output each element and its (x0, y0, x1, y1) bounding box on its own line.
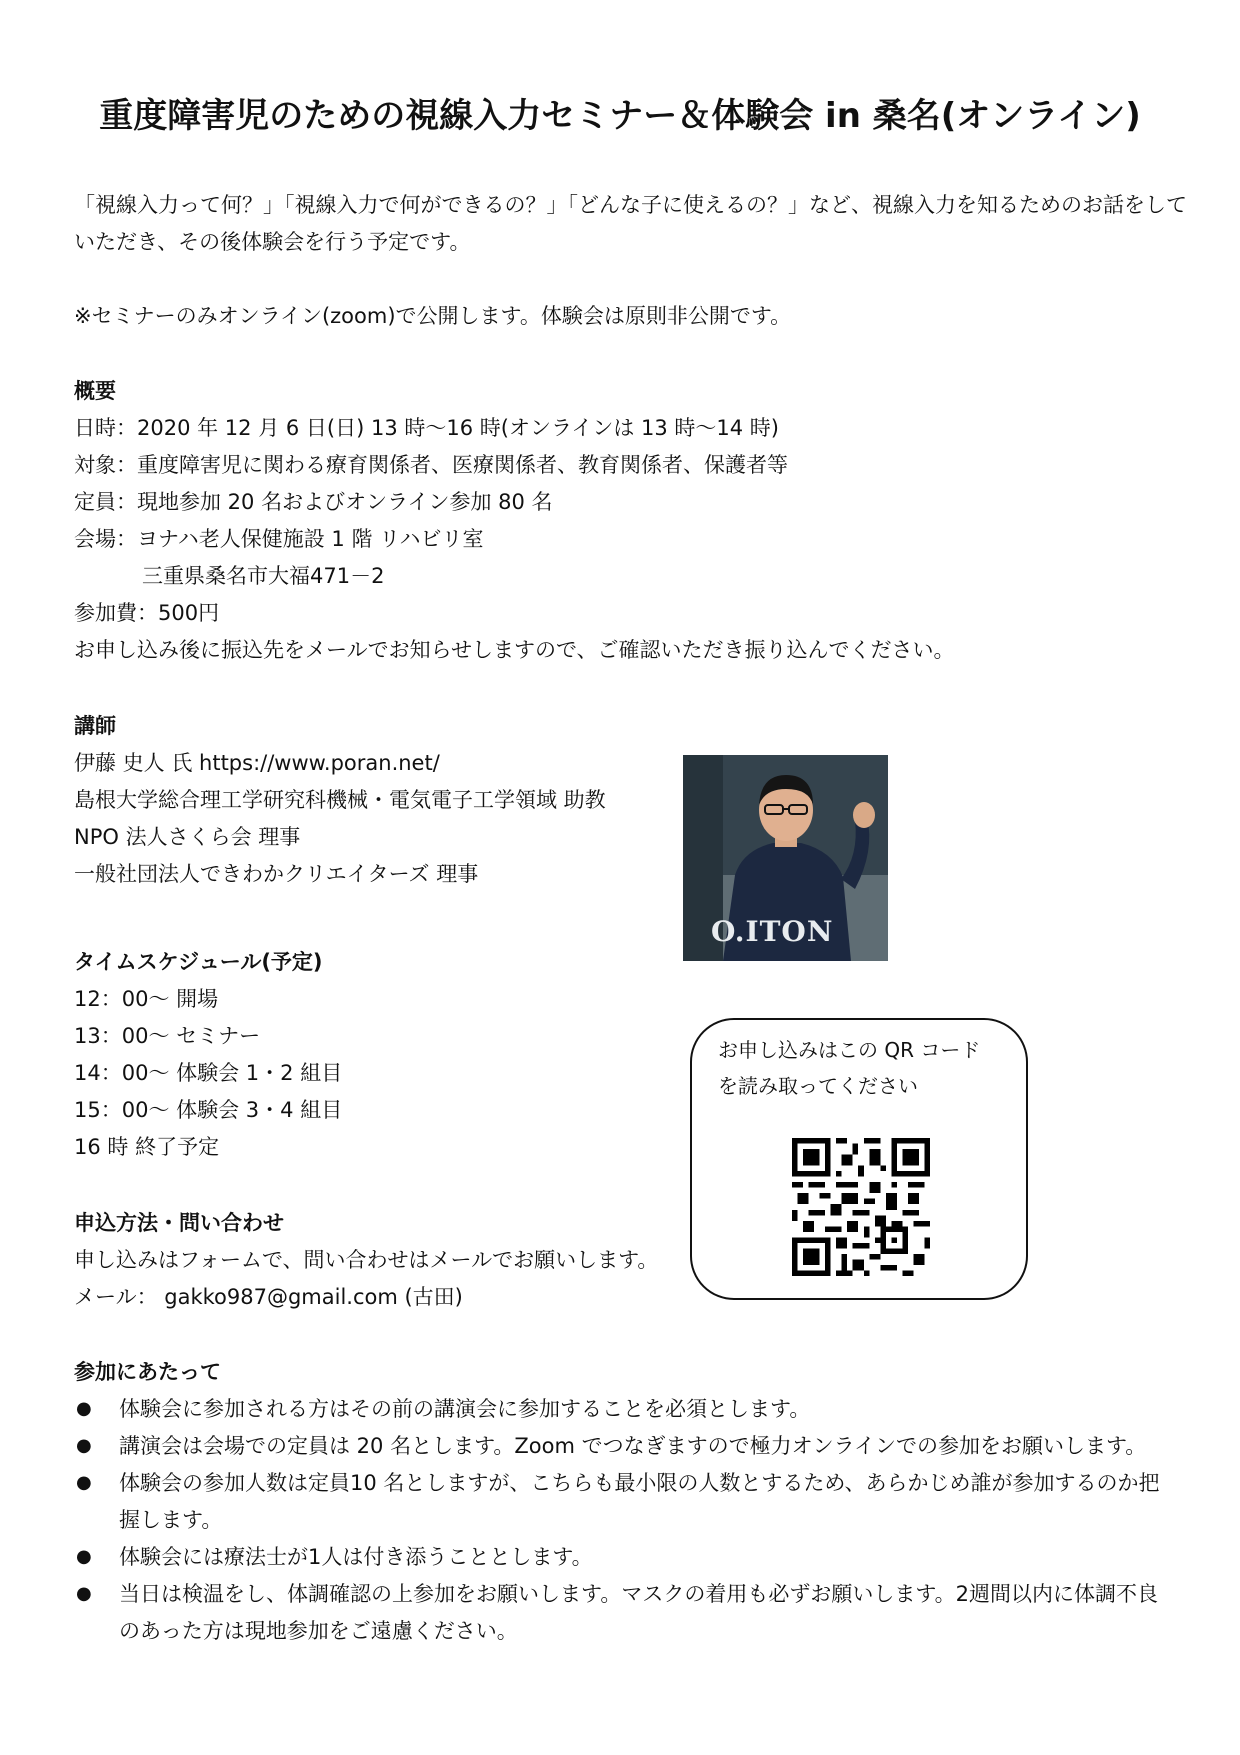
lecturer-name: 伊藤 史人 氏 https://www.poran.net/ (74, 751, 440, 775)
schedule-item: 12：00～ 開場 (74, 987, 219, 1011)
lecturer-photo (683, 755, 888, 961)
lecturer-affiliation-3: 一般社団法人できわかクリエイターズ 理事 (74, 862, 479, 886)
note-item: 体験会の参加人数は定員10 名としますが、こちらも最小限の人数とするため、あらかじめ誰が参加するのか把 (119, 1471, 1160, 1495)
page-title: 重度障害児のための視線入力セミナー＆体験会 in 桑名(オンライン) (99, 96, 1141, 136)
bullet-icon: ● (76, 1398, 92, 1419)
apply-text: 申し込みはフォームで、問い合わせはメールでお願いします。 (74, 1248, 659, 1272)
qr-instruction-line-1: お申し込みはこの QR コード (718, 1038, 981, 1062)
overview-heading: 概要 (74, 379, 116, 403)
lecturer-heading: 講師 (74, 714, 116, 738)
intro-note: ※セミナーのみオンライン(zoom)で公開します。体験会は原則非公開です。 (74, 304, 792, 328)
note-item: 当日は検温をし、体調確認の上参加をお願いします。マスクの着用も必ずお願いします。2週間以内に体調不良 (119, 1582, 1158, 1606)
bullet-icon: ● (76, 1583, 92, 1604)
schedule-item: 14：00～ 体験会 1・2 組目 (74, 1061, 343, 1085)
note-item: 体験会には療法士が1人は付き添うこととします。 (119, 1545, 593, 1569)
qr-code[interactable] (792, 1138, 930, 1276)
schedule-item: 13：00～ セミナー (74, 1024, 261, 1048)
note-item-continued: 握します。 (119, 1508, 223, 1532)
intro-line-1: 「視線入力って何？」「視線入力で何ができるの？」「どんな子に使えるの？」など、視線入力を知るためのお話をして (74, 193, 1187, 217)
bullet-icon: ● (76, 1435, 92, 1456)
apply-email[interactable]: メール： gakko987@gmail.com (古田) (74, 1285, 463, 1309)
photo-watermark: O.ITON (711, 915, 834, 948)
lecturer-affiliation-2: NPO 法人さくら会 理事 (74, 825, 301, 849)
overview-address: 三重県桑名市大福471－2 (142, 564, 385, 588)
intro-line-2: いただき、その後体験会を行う予定です。 (74, 230, 471, 254)
note-item-continued: のあった方は現地参加をご遠慮ください。 (119, 1619, 518, 1643)
overview-date: 日時：2020 年 12 月 6 日(日) 13 時～16 時(オンラインは 13 時～14 時) (74, 416, 779, 440)
schedule-item: 15：00～ 体験会 3・4 組目 (74, 1098, 343, 1122)
overview-payment: お申し込み後に振込先をメールでお知らせしますので、ご確認いただき振り込んでください。 (74, 638, 955, 662)
qr-instruction-line-2: を読み取ってください (718, 1074, 918, 1098)
overview-fee: 参加費：500円 (74, 601, 220, 625)
overview-venue: 会場：ヨナハ老人保健施設 1 階 リハビリ室 (74, 527, 484, 551)
note-item: 体験会に参加される方はその前の講演会に参加することを必須とします。 (119, 1397, 811, 1421)
overview-capacity: 定員：現地参加 20 名およびオンライン参加 80 名 (74, 490, 553, 514)
bullet-icon: ● (76, 1472, 92, 1493)
apply-heading: 申込方法・問い合わせ (74, 1211, 284, 1235)
notes-heading: 参加にあたって (74, 1360, 221, 1384)
schedule-heading: タイムスケジュール(予定) (74, 950, 323, 974)
note-item: 講演会は会場での定員は 20 名とします。Zoom でつなぎますので極力オンラインでの参加をお願いします。 (119, 1434, 1147, 1458)
lecturer-affiliation-1: 島根大学総合理工学研究科機械・電気電子工学領域 助教 (74, 788, 606, 812)
bullet-icon: ● (76, 1546, 92, 1567)
schedule-item: 16 時 終了予定 (74, 1135, 220, 1159)
qr-callout-box (690, 1018, 1028, 1300)
overview-target: 対象：重度障害児に関わる療育関係者、医療関係者、教育関係者、保護者等 (74, 453, 788, 477)
